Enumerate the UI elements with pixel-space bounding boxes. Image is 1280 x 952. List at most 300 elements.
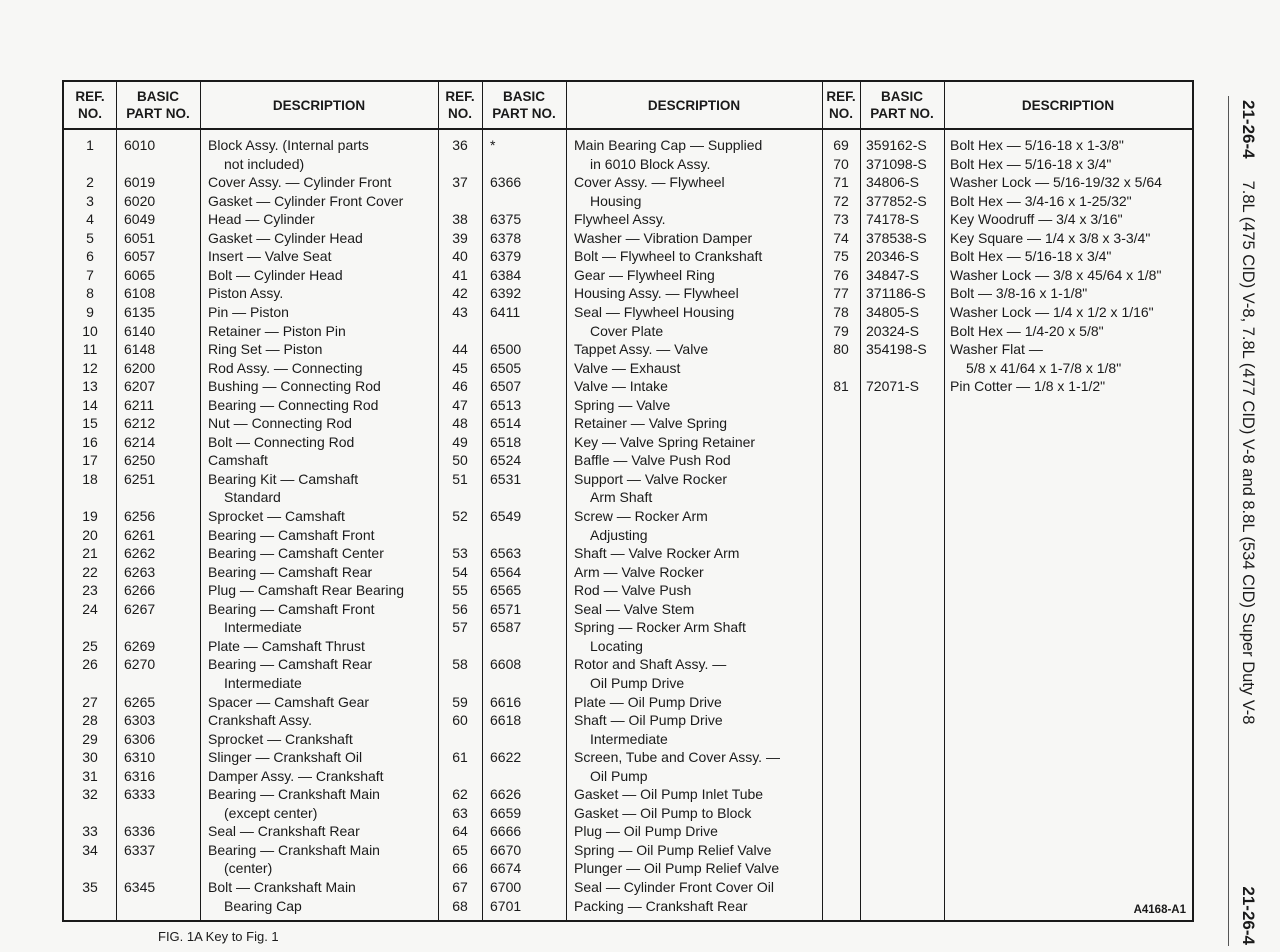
description: Seal — Cylinder Front Cover Oil [574, 879, 774, 895]
basic-part-no: 6366 [490, 174, 522, 191]
table-row [64, 841, 438, 860]
table-row [64, 303, 438, 322]
description: Pin — Piston [208, 303, 289, 320]
description: Gasket — Cylinder Head [208, 229, 363, 246]
ref-no: 24 [82, 600, 98, 617]
description: Gasket — Oil Pump Inlet Tube [574, 786, 764, 803]
table-row [438, 470, 822, 489]
basic-part-no: 6701 [490, 897, 522, 914]
description: Bearing — Camshaft Rear [208, 656, 373, 673]
table-row [64, 878, 438, 897]
description: (except center) [224, 804, 318, 821]
ref-no: 39 [452, 229, 468, 246]
table-row [64, 785, 438, 804]
table-row [438, 451, 822, 470]
ref-no: 76 [833, 266, 849, 283]
table-header [64, 82, 438, 130]
basic-part-no: 6049 [124, 211, 156, 228]
description: Gasket — Cylinder Front Cover [208, 192, 404, 209]
basic-part-no: 6250 [124, 452, 156, 469]
description: Oil Pump [590, 767, 648, 784]
table-row [64, 377, 438, 396]
table-row [64, 544, 438, 563]
table-row [64, 396, 438, 415]
table-row [64, 507, 438, 526]
ref-no: 48 [452, 415, 468, 432]
table-row [822, 359, 1192, 378]
table-row [822, 377, 1192, 396]
description: (center) [224, 860, 273, 877]
description: Washer Flat — [950, 341, 1043, 358]
description: Oil Pump Drive [590, 674, 685, 691]
description: Rod — Valve Push [574, 582, 692, 599]
ref-no: 70 [833, 155, 849, 172]
table-row [438, 266, 822, 285]
basic-part-no: 6337 [124, 841, 156, 858]
table-row [438, 581, 822, 600]
table-row [438, 284, 822, 303]
description: Arm Shaft [590, 489, 653, 506]
description: Cover Plate [590, 322, 664, 339]
description: in 6010 Block Assy. [590, 155, 711, 172]
description: Ring Set — Piston [208, 341, 323, 358]
description: Bolt — 3/8-16 x 1-1/8" [950, 285, 1088, 302]
table-row [64, 711, 438, 730]
ref-no: 9 [86, 303, 94, 320]
basic-part-no: 6265 [124, 693, 156, 710]
ref-no: 62 [452, 786, 468, 803]
figure-code: A4168-A1 [1133, 904, 1186, 916]
ref-no: 64 [452, 823, 468, 840]
ref-no: 66 [452, 860, 468, 877]
basic-part-no: 6266 [124, 582, 156, 599]
ref-no: 29 [82, 730, 98, 747]
description: Screen, Tube and Cover Assy. — [574, 749, 780, 766]
basic-part-no: * [490, 137, 496, 153]
ref-no: 58 [452, 656, 468, 673]
basic-part-no: 6563 [490, 545, 522, 562]
description: Screw — Rocker Arm [574, 508, 708, 524]
basic-part-no: 6108 [124, 285, 156, 302]
ref-no: 35 [82, 879, 98, 895]
basic-part-no: 6263 [124, 563, 156, 580]
ref-no: 37 [452, 174, 468, 191]
table-row [438, 396, 822, 415]
ref-no: 43 [452, 303, 468, 320]
ref-no: 57 [452, 619, 468, 636]
basic-part-no: 6564 [490, 563, 522, 580]
ref-no: 68 [452, 897, 468, 914]
basic-part-no: 6269 [124, 637, 156, 654]
table-row [438, 637, 822, 656]
ref-no: 2 [86, 174, 94, 191]
table-row [822, 229, 1192, 248]
table-row [64, 822, 438, 841]
basic-part-no: 6310 [124, 749, 156, 766]
description: Slinger — Crankshaft Oil [208, 749, 363, 766]
ref-no: 61 [452, 749, 468, 766]
ref-no: 73 [833, 211, 849, 228]
description: Key Woodruff — 3/4 x 3/16" [950, 211, 1123, 228]
table-row [64, 767, 438, 786]
header-description: DESCRIPTION [647, 97, 741, 113]
description: Intermediate [590, 730, 668, 747]
basic-part-no: 6214 [124, 433, 156, 450]
description: Intermediate [224, 674, 302, 691]
basic-part-no: 6140 [124, 322, 156, 339]
ref-no: 13 [82, 378, 98, 395]
description: Adjusting [590, 526, 648, 543]
basic-part-no: 6345 [124, 879, 156, 895]
description: Washer Lock — 5/16-19/32 x 5/64 [950, 174, 1162, 191]
description: 5/8 x 41/64 x 1-7/8 x 1/8" [966, 359, 1122, 376]
basic-part-no: 371186-S [866, 285, 926, 302]
table-row [64, 229, 438, 248]
description: Key Square — 1/4 x 3/8 x 3-3/4" [950, 229, 1151, 246]
basic-part-no: 34847-S [866, 266, 919, 283]
table-row [64, 266, 438, 285]
basic-part-no: 6251 [124, 470, 156, 487]
table-row [438, 767, 822, 786]
description: Spring — Oil Pump Relief Valve [574, 841, 772, 858]
table-row [64, 192, 438, 211]
table-row [438, 859, 822, 878]
description: Shaft — Oil Pump Drive [574, 712, 723, 729]
ref-no: 19 [82, 508, 98, 524]
table-row [438, 600, 822, 619]
ref-no: 34 [82, 841, 98, 858]
ref-no: 17 [82, 452, 98, 469]
table-row [64, 284, 438, 303]
basic-part-no: 6211 [124, 396, 155, 413]
ref-no: 60 [452, 712, 468, 729]
table-row [64, 210, 438, 229]
parts-column-1 [64, 82, 438, 920]
basic-part-no: 6057 [124, 248, 156, 265]
parts-column-2 [438, 82, 822, 920]
ref-no: 40 [452, 248, 468, 265]
basic-part-no: 6518 [490, 433, 522, 450]
basic-part-no: 74178-S [866, 211, 919, 228]
table-row [64, 618, 438, 637]
description: Washer — Vibration Damper [574, 229, 753, 246]
ref-no: 51 [452, 470, 468, 487]
description: Bolt Hex — 1/4-20 x 5/8" [950, 322, 1104, 339]
ref-no: 36 [452, 137, 468, 153]
basic-part-no: 6618 [490, 712, 522, 729]
header-description: DESCRIPTION [1021, 97, 1115, 113]
table-row [64, 136, 438, 155]
ref-no: 38 [452, 211, 468, 228]
ref-no: 56 [452, 600, 468, 617]
table-row [822, 136, 1192, 155]
description: Plate — Oil Pump Drive [574, 693, 722, 710]
description: Plug — Oil Pump Drive [574, 823, 718, 840]
table-row [438, 247, 822, 266]
description: Washer Lock — 1/4 x 1/2 x 1/16" [950, 303, 1154, 320]
table-row [822, 192, 1192, 211]
basic-part-no: 6659 [490, 804, 522, 821]
table-row [438, 155, 822, 174]
basic-part-no: 6375 [490, 211, 522, 228]
basic-part-no: 6384 [490, 266, 522, 283]
ref-no: 31 [82, 767, 98, 784]
description: Retainer — Valve Spring [574, 415, 728, 432]
table-row [438, 488, 822, 507]
basic-part-no: 354198-S [866, 341, 927, 358]
ref-no: 10 [82, 322, 98, 339]
header-basic-part-no: BASIC PART NO. [126, 89, 190, 121]
table-row [438, 674, 822, 693]
basic-part-no: 6148 [124, 341, 156, 358]
table-row [438, 210, 822, 229]
table-row [438, 173, 822, 192]
header-basic-part-no: BASIC PART NO. [870, 89, 934, 121]
basic-part-no: 6303 [124, 712, 156, 729]
description: Nut — Connecting Rod [208, 415, 352, 432]
header-basic-part-no: BASIC PART NO. [492, 89, 556, 121]
table-row [64, 470, 438, 489]
description: Block Assy. (Internal parts [208, 137, 369, 153]
ref-no: 71 [833, 174, 849, 191]
header-description: DESCRIPTION [272, 97, 366, 113]
ref-no: 14 [82, 396, 98, 413]
description: Shaft — Valve Rocker Arm [574, 545, 740, 562]
basic-part-no: 6411 [490, 303, 521, 320]
table-row [438, 841, 822, 860]
ref-no: 12 [82, 359, 98, 376]
basic-part-no: 6262 [124, 545, 156, 562]
table-row [822, 322, 1192, 341]
basic-part-no: 6524 [490, 452, 522, 469]
ref-no: 4 [86, 211, 94, 228]
table-row [64, 897, 438, 916]
description: Valve — Exhaust [574, 359, 681, 376]
description: Sprocket — Camshaft [208, 508, 345, 524]
ref-no: 49 [452, 433, 468, 450]
table-row [64, 173, 438, 192]
description: Bearing — Crankshaft Main [208, 786, 380, 803]
basic-part-no: 6626 [490, 786, 522, 803]
table-header [822, 82, 1192, 130]
ref-no: 47 [452, 396, 468, 413]
basic-part-no: 6700 [490, 879, 522, 895]
description: Intermediate [224, 619, 302, 636]
description: Seal — Crankshaft Rear [208, 823, 360, 840]
basic-part-no: 6392 [490, 285, 522, 302]
ref-no: 50 [452, 452, 468, 469]
description: Housing Assy. — Flywheel [574, 285, 739, 302]
table-row [438, 303, 822, 322]
table-row [822, 340, 1192, 359]
description: Main Bearing Cap — Supplied [574, 137, 763, 153]
ref-no: 8 [86, 285, 94, 302]
description: Bolt Hex — 5/16-18 x 1-3/8" [950, 137, 1124, 153]
basic-part-no: 6065 [124, 266, 156, 283]
basic-part-no: 6020 [124, 192, 156, 209]
table-row [438, 359, 822, 378]
table-row [438, 563, 822, 582]
description: Bolt — Connecting Rod [208, 433, 355, 450]
basic-part-no: 6270 [124, 656, 156, 673]
basic-part-no: 6608 [490, 656, 522, 673]
table-row [64, 804, 438, 823]
description: Seal — Flywheel Housing [574, 303, 735, 320]
description: Support — Valve Rocker [574, 470, 728, 487]
ref-no: 21 [82, 545, 98, 562]
table-row [438, 804, 822, 823]
description: Standard [224, 489, 281, 506]
ref-no: 5 [86, 229, 94, 246]
side-title [1234, 100, 1262, 945]
table-row [822, 284, 1192, 303]
ref-no: 44 [452, 341, 468, 358]
basic-part-no: 6306 [124, 730, 156, 747]
table-row [438, 822, 822, 841]
table-row [438, 748, 822, 767]
ref-no: 46 [452, 378, 468, 395]
description: Insert — Valve Seat [208, 248, 332, 265]
basic-part-no: 6207 [124, 378, 156, 395]
description: Locating [590, 637, 643, 654]
description: Bushing — Connecting Rod [208, 378, 381, 395]
ref-no: 16 [82, 433, 98, 450]
basic-part-no: 6674 [490, 860, 522, 877]
basic-part-no: 6019 [124, 174, 156, 191]
basic-part-no: 6256 [124, 508, 156, 524]
description: Bolt Hex — 5/16-18 x 3/4" [950, 248, 1112, 265]
description: Sprocket — Crankshaft [208, 730, 353, 747]
basic-part-no: 359162-S [866, 137, 927, 153]
table-row [438, 340, 822, 359]
description: Bearing — Crankshaft Main [208, 841, 380, 858]
basic-part-no: 6261 [124, 526, 156, 543]
table-row [438, 433, 822, 452]
ref-no: 27 [82, 693, 98, 710]
basic-part-no: 6336 [124, 823, 156, 840]
section-title: 7.8L (475 CID) V-8, 7.8L (477 CID) V-8 and 8.8L (534 CID) Super Duty V-8 [1239, 180, 1258, 725]
basic-part-no: 20324-S [866, 322, 919, 339]
description: Bolt — Flywheel to Crankshaft [574, 248, 763, 265]
table-row [64, 247, 438, 266]
basic-part-no: 371098-S [866, 155, 927, 172]
basic-part-no: 6513 [490, 396, 522, 413]
description: Camshaft [208, 452, 268, 469]
basic-part-no: 6379 [490, 248, 522, 265]
ref-no: 6 [86, 248, 94, 265]
side-rule [1228, 96, 1229, 946]
table-row [822, 210, 1192, 229]
description: Bolt — Cylinder Head [208, 266, 343, 283]
figure-caption: FIG. 1A Key to Fig. 1 [158, 929, 279, 944]
ref-no: 25 [82, 637, 98, 654]
ref-no: 28 [82, 712, 98, 729]
basic-part-no: 6616 [490, 693, 522, 710]
table-row [438, 414, 822, 433]
description: Key — Valve Spring Retainer [574, 433, 756, 450]
parts-table [62, 80, 1194, 922]
table-row [64, 433, 438, 452]
table-row [64, 748, 438, 767]
header-ref-no: REF. NO. [75, 89, 105, 121]
description: Cover Assy. — Flywheel [574, 174, 725, 191]
table-row [438, 322, 822, 341]
ref-no: 33 [82, 823, 98, 840]
basic-part-no: 72071-S [866, 378, 919, 395]
description: Bearing — Camshaft Front [208, 600, 375, 617]
page-number-bottom: 21-26-4 [1239, 886, 1258, 945]
ref-no: 77 [833, 285, 849, 302]
ref-no: 65 [452, 841, 468, 858]
basic-part-no: 6622 [490, 749, 522, 766]
description: Gasket — Oil Pump to Block [574, 804, 752, 821]
ref-no: 72 [833, 192, 849, 209]
basic-part-no: 6507 [490, 378, 522, 395]
description: Arm — Valve Rocker [574, 563, 704, 580]
description: Washer Lock — 3/8 x 45/64 x 1/8" [950, 266, 1162, 283]
table-row [64, 859, 438, 878]
table-row [822, 155, 1192, 174]
table-row [438, 785, 822, 804]
description: Baffle — Valve Push Rod [574, 452, 731, 469]
table-row [438, 711, 822, 730]
table-row [438, 544, 822, 563]
table-row [64, 359, 438, 378]
ref-no: 22 [82, 563, 98, 580]
basic-part-no: 377852-S [866, 192, 927, 209]
basic-part-no: 34806-S [866, 174, 919, 191]
table-row [64, 730, 438, 749]
basic-part-no: 6333 [124, 786, 156, 803]
table-row [822, 266, 1192, 285]
description: Bearing Kit — Camshaft [208, 470, 359, 487]
description: Plug — Camshaft Rear Bearing [208, 582, 405, 599]
ref-no: 32 [82, 786, 98, 803]
basic-part-no: 6505 [490, 359, 522, 376]
table-row [438, 192, 822, 211]
basic-part-no: 6571 [490, 600, 522, 617]
description: not included) [224, 155, 305, 172]
description: Bearing — Camshaft Center [208, 545, 384, 562]
table-row [64, 637, 438, 656]
description: Flywheel Assy. [574, 211, 666, 228]
ref-no: 26 [82, 656, 98, 673]
table-row [438, 229, 822, 248]
header-ref-no: REF. NO. [826, 89, 856, 121]
ref-no: 45 [452, 359, 468, 376]
table-row [64, 581, 438, 600]
description: Gear — Flywheel Ring [574, 266, 715, 283]
basic-part-no: 20346-S [866, 248, 919, 265]
basic-part-no: 6666 [490, 823, 522, 840]
description: Cover Assy. — Cylinder Front [208, 174, 392, 191]
description: Bearing — Camshaft Rear [208, 563, 373, 580]
ref-no: 11 [82, 341, 98, 358]
ref-no: 15 [82, 415, 98, 432]
table-header [438, 82, 822, 130]
description: Spacer — Camshaft Gear [208, 693, 370, 710]
ref-no: 75 [833, 248, 849, 265]
ref-no: 18 [82, 470, 98, 487]
ref-no: 30 [82, 749, 98, 766]
ref-no: 78 [833, 303, 849, 320]
ref-no: 69 [833, 137, 849, 153]
table-row [438, 526, 822, 545]
description: Damper Assy. — Crankshaft [208, 767, 384, 784]
table-row [822, 247, 1192, 266]
table-row [438, 618, 822, 637]
description: Plate — Camshaft Thrust [208, 637, 365, 654]
